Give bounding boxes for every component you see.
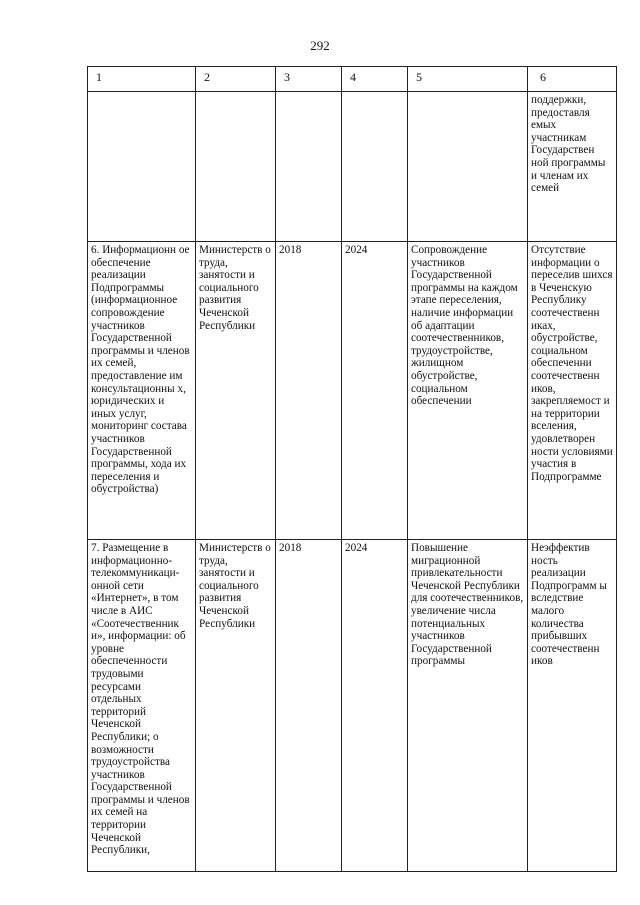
result-cell: [408, 92, 528, 242]
table-row: [88, 92, 617, 242]
consequence-cell: Неэффектив ность реализации Подпрограмм ы вследствие малого количества прибывших соотечественн иков: [528, 540, 617, 872]
executor-cell: [196, 92, 276, 242]
end-year-cell: 2024: [342, 540, 408, 872]
end-year-cell: 2024: [342, 242, 408, 540]
executor-cell: Министерств о труда, занятости и социального развития Чеченской Республики: [196, 540, 276, 872]
table-header-row: [88, 67, 617, 92]
measure-cell: 7. Размещение в информационно-телекоммуникаци-онной сети «Интернет», в том числе в АИС «Соотечественник и», информации: об уровне обеспеченности трудовыми ресурсами отдельных территорий Чеченской Республики; о возможности трудоустройства участников Государственной программы и членов их семей на территории Чеченской Республики,: [88, 540, 196, 872]
end-year-cell: [342, 92, 408, 242]
page-number: 292: [310, 38, 330, 53]
result-cell: Сопровождение участников Государственной программы на каждом этапе переселения, наличие информации об адаптации соотечественников, трудоустройстве, жилищном обустройстве, социальном обеспечении: [408, 242, 528, 540]
column-header: 1: [88, 67, 196, 92]
table-row: [88, 242, 617, 540]
column-header: 3: [276, 67, 342, 92]
column-header: 2: [196, 67, 276, 92]
column-header: 4: [342, 67, 408, 92]
measure-cell: 6. Информационн ое обеспечение реализации Подпрограммы (информационное сопровождение участников Государственной программы и членов их семей, предоставление им консультационны х, юридических и иных услуг, мониторинг состава участников Государственной программы, хода их переселения и обустройства): [88, 242, 196, 540]
measure-cell: [88, 92, 196, 242]
start-year-cell: [276, 92, 342, 242]
consequence-cell: Отсутствие информации о переселив шихся в Чеченскую Республику соотечественн иках, обустройстве, социальном обеспеченни соотечественн иков, закрепляемост и на территории вселения, удовлетворен ности условиями участия в Подпрограмме: [528, 242, 617, 540]
column-header: 6: [528, 67, 617, 92]
table-row: [88, 540, 617, 872]
start-year-cell: 2018: [276, 242, 342, 540]
column-header: 5: [408, 67, 528, 92]
consequence-cell: поддержки, предоставля емых участникам Государствен ной программы и членам их семей: [528, 92, 617, 242]
start-year-cell: 2018: [276, 540, 342, 872]
result-cell: Повышение миграционной привлекательности Чеченской Республики для соотечественников, увеличение числа потенциальных участников Государственной программы: [408, 540, 528, 872]
measures-table: [87, 66, 617, 872]
executor-cell: Министерств о труда, занятости и социального развития Чеченской Республики: [196, 242, 276, 540]
